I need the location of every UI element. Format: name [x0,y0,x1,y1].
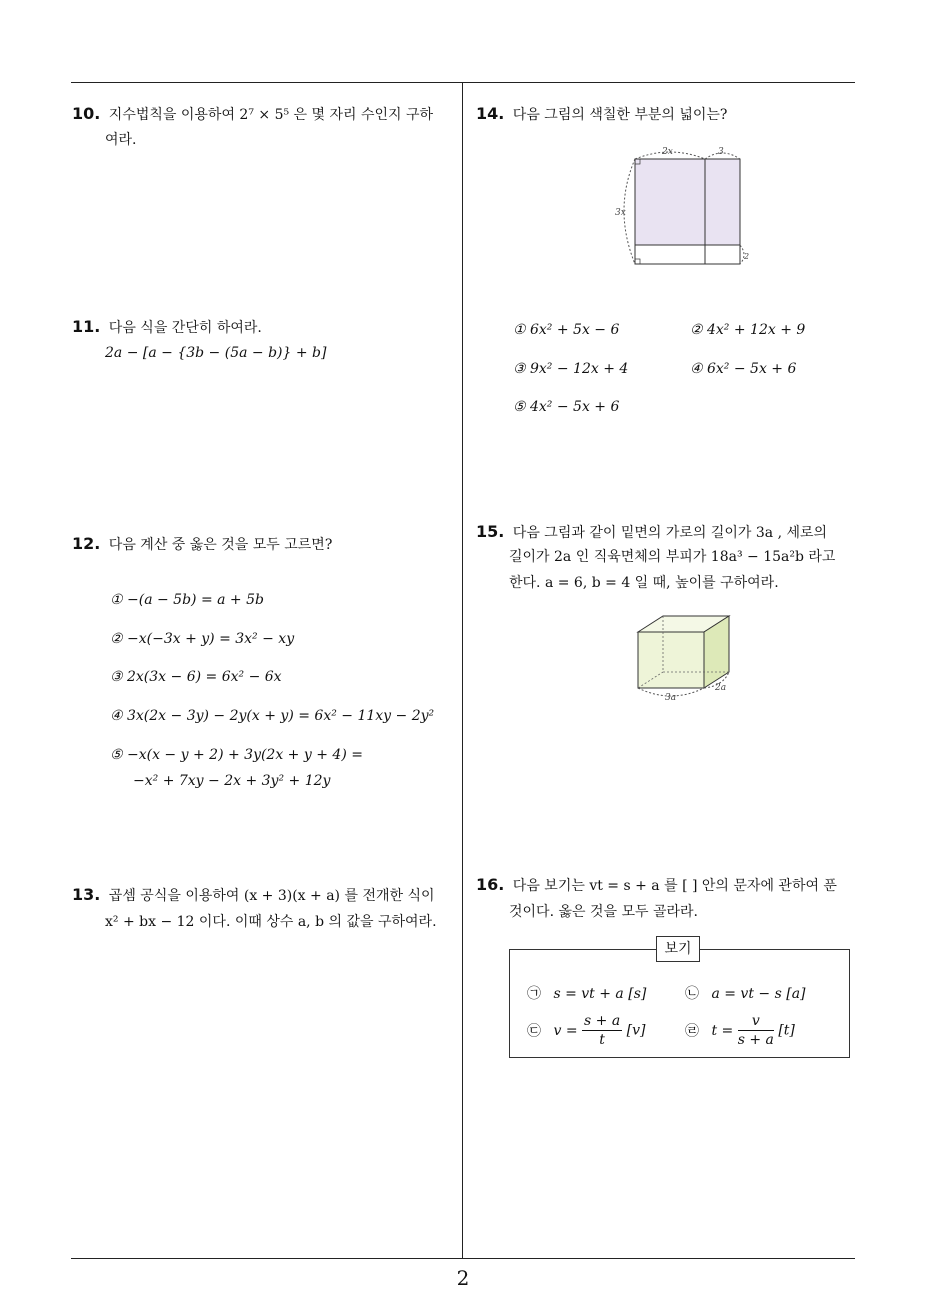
bogi-tag: [v] [626,1022,646,1039]
bogi-tag: [t] [778,1022,795,1039]
bogi-title: 보기 [656,936,700,962]
bogi-item-b[interactable] [685,983,806,1003]
question-text: 다음 그림과 같이 밑면의 가로의 길이가 3a , 세로의 [512,525,828,541]
label-3: 3 [718,147,724,157]
bogi-mark: ㉡ [685,986,699,1002]
question-text: 다음 보기는 vt = s + a 를 [ ] 안의 문자에 관하여 푼 [512,878,837,894]
choice-3[interactable]: ③ 2x(3x − 6) = 6x² − 6x [110,669,282,685]
choice-2[interactable]: ② 4x² + 12x + 9 [690,322,806,338]
question-12 [72,532,332,557]
choice-5[interactable]: ⑤ −x(x − y + 2) + 3y(2x + y + 4) = [110,747,363,763]
question-10-cont: 여라. [105,132,137,148]
label-3a: 3a [665,693,677,703]
bogi-item-c[interactable] [527,1012,645,1049]
unshaded-strip [635,245,740,264]
question-text: 다음 식을 간단히 하여라. [108,320,262,336]
bogi-item-d[interactable] [685,1012,795,1049]
numerator: v [738,1012,774,1031]
denominator: t [599,1032,605,1048]
column-divider [462,83,463,1259]
choice-1[interactable]: ① 6x² + 5x − 6 [513,322,620,338]
bogi-mark: ㉠ [527,986,541,1002]
bogi-expr: a = vt − s [a] [711,986,806,1002]
bogi-lhs: t = [711,1022,734,1039]
question-15-cont-2: 한다. a = 6, b = 4 일 때, 높이를 구하여라. [509,575,779,591]
choice-5[interactable]: ⑤ 4x² − 5x + 6 [513,399,620,415]
fraction [738,1012,774,1049]
shaded-region [635,159,740,245]
question-13 [72,883,435,908]
numerator: s + a [584,1013,621,1029]
bogi-mark: ㉣ [685,1023,699,1040]
question-text: 다음 계산 중 옳은 것을 모두 고르면? [108,537,333,553]
question-11-expression: 2a − [a − {3b − (5a − b)} + b] [105,345,327,361]
choice-3[interactable]: ③ 9x² − 12x + 4 [513,361,629,377]
denominator: s + a [737,1032,774,1048]
choice-2[interactable]: ② −x(−3x + y) = 3x² − xy [110,631,295,647]
bogi-expr: s = vt + a [s] [553,986,647,1002]
bottom-rule [71,1258,855,1259]
question-number: 12. [72,534,101,553]
choice-4[interactable]: ④ 3x(2x − 3y) − 2y(x + y) = 6x² − 11xy − 2y² [110,708,435,724]
choice-5-cont: −x² + 7xy − 2x + 3y² + 12y [133,773,331,789]
question-16 [476,873,837,898]
choice-1[interactable]: ① −(a − 5b) = a + 5b [110,592,264,608]
question-14 [476,102,727,127]
question-number: 16. [476,875,505,894]
question-number: 14. [476,104,505,123]
bogi-lhs: v = [553,1022,578,1039]
choice-4[interactable]: ④ 6x² − 5x + 6 [690,361,797,377]
question-10 [72,102,433,127]
question-number: 15. [476,522,505,541]
question-text: 지수법칙을 이용하여 2⁷ × 5⁵ 은 몇 자리 수인지 구하 [108,107,434,123]
cuboid-figure [625,612,745,704]
top-rule [71,82,855,83]
label-2: 2 [744,252,750,261]
question-11 [72,315,262,340]
question-text: 다음 그림의 색칠한 부분의 넓이는? [512,107,728,123]
bogi-mark: ㉢ [527,1023,541,1040]
square-area-figure [610,140,760,272]
question-16-cont: 것이다. 옳은 것을 모두 골라라. [509,904,698,920]
question-number: 11. [72,317,101,336]
question-15-cont-1: 길이가 2a 인 직육면체의 부피가 18a³ − 15a²b 라고 [509,549,836,565]
question-13-cont: x² + bx − 12 이다. 이때 상수 a, b 의 값을 구하여라. [105,914,437,930]
bogi-item-a[interactable] [527,983,646,1003]
question-text: 곱셈 공식을 이용하여 (x + 3)(x + a) 를 전개한 식이 [108,888,435,904]
question-number: 13. [72,885,101,904]
question-number: 10. [72,104,101,123]
page-number: 2 [456,1266,470,1290]
question-15 [476,520,827,545]
label-2x: 2x [662,147,673,157]
fraction [582,1012,622,1049]
label-3x: 3x [615,208,626,218]
label-2a: 2a [715,683,727,693]
